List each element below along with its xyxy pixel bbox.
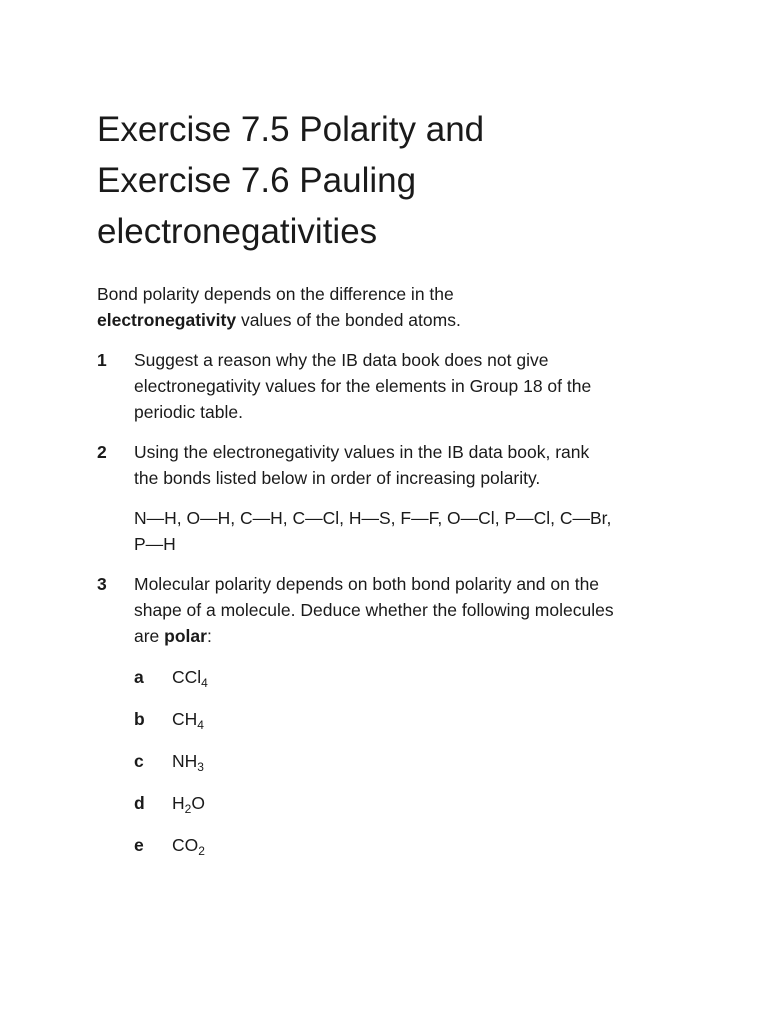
- question-text-before: Molecular polarity depends on both bond polarity and on the shape of a molecule. Deduce whether the following molecules are: [134, 574, 614, 646]
- formula-subscript: 2: [184, 802, 192, 816]
- intro-text-before: Bond polarity depends on the difference in the: [97, 284, 454, 304]
- question-number: 2: [97, 442, 107, 462]
- title-line-2: Exercise 7.6 Pauling: [97, 161, 417, 200]
- formula-main: H: [172, 793, 185, 813]
- formula-subscript: 4: [197, 718, 204, 732]
- page-title: [97, 104, 617, 257]
- question-text-after: :: [206, 626, 212, 646]
- question-number: 3: [97, 574, 107, 594]
- question-3: [97, 571, 617, 858]
- formula-subscript: 4: [201, 676, 208, 690]
- bond-list: N—H, O—H, C—H, C—Cl, H—S, F—F, O—Cl, P—Cl, C—Br, P—H: [134, 508, 612, 554]
- subpart-letter: b: [134, 709, 145, 729]
- intro-paragraph: [97, 281, 617, 333]
- formula-subscript: 2: [198, 844, 205, 858]
- question-number: 1: [97, 350, 107, 370]
- subpart-e: [134, 832, 617, 858]
- question-text: Suggest a reason why the IB data book does not give electronegativity values for the elements in Group 18 of the periodic table.: [134, 350, 592, 422]
- formula-tail: O: [191, 793, 205, 813]
- question-text: [134, 571, 617, 649]
- subpart-a: [134, 664, 617, 690]
- formula-main: NH: [172, 751, 198, 771]
- question-1: [97, 347, 617, 425]
- formula: [172, 667, 208, 690]
- question-2: [97, 439, 617, 557]
- subpart-letter: a: [134, 667, 144, 687]
- question-text: Using the electronegativity values in the IB data book, rank the bonds listed below in order of increasing polarity.: [134, 442, 590, 488]
- formula-main: CH: [172, 709, 198, 729]
- formula-subscript: 3: [197, 760, 204, 774]
- subpart-b: [134, 706, 617, 732]
- subpart-letter: d: [134, 793, 145, 813]
- document-page: [97, 104, 617, 858]
- subpart-c: [134, 748, 617, 774]
- formula: [172, 835, 205, 858]
- intro-text-after: values of the bonded atoms.: [236, 310, 461, 330]
- question-bold-term: polar: [164, 626, 207, 646]
- title-line-1: Exercise 7.5 Polarity and: [97, 110, 485, 149]
- subpart-letter: c: [134, 751, 144, 771]
- formula-main: CO: [172, 835, 199, 855]
- subpart-d: [134, 790, 617, 816]
- formula: [172, 709, 204, 732]
- subpart-letter: e: [134, 835, 144, 855]
- formula: [172, 793, 205, 816]
- formula-main: CCl: [172, 667, 202, 687]
- intro-bold-term: electronegativity: [97, 310, 237, 330]
- title-line-3: electronegativities: [97, 212, 378, 251]
- formula: [172, 751, 204, 774]
